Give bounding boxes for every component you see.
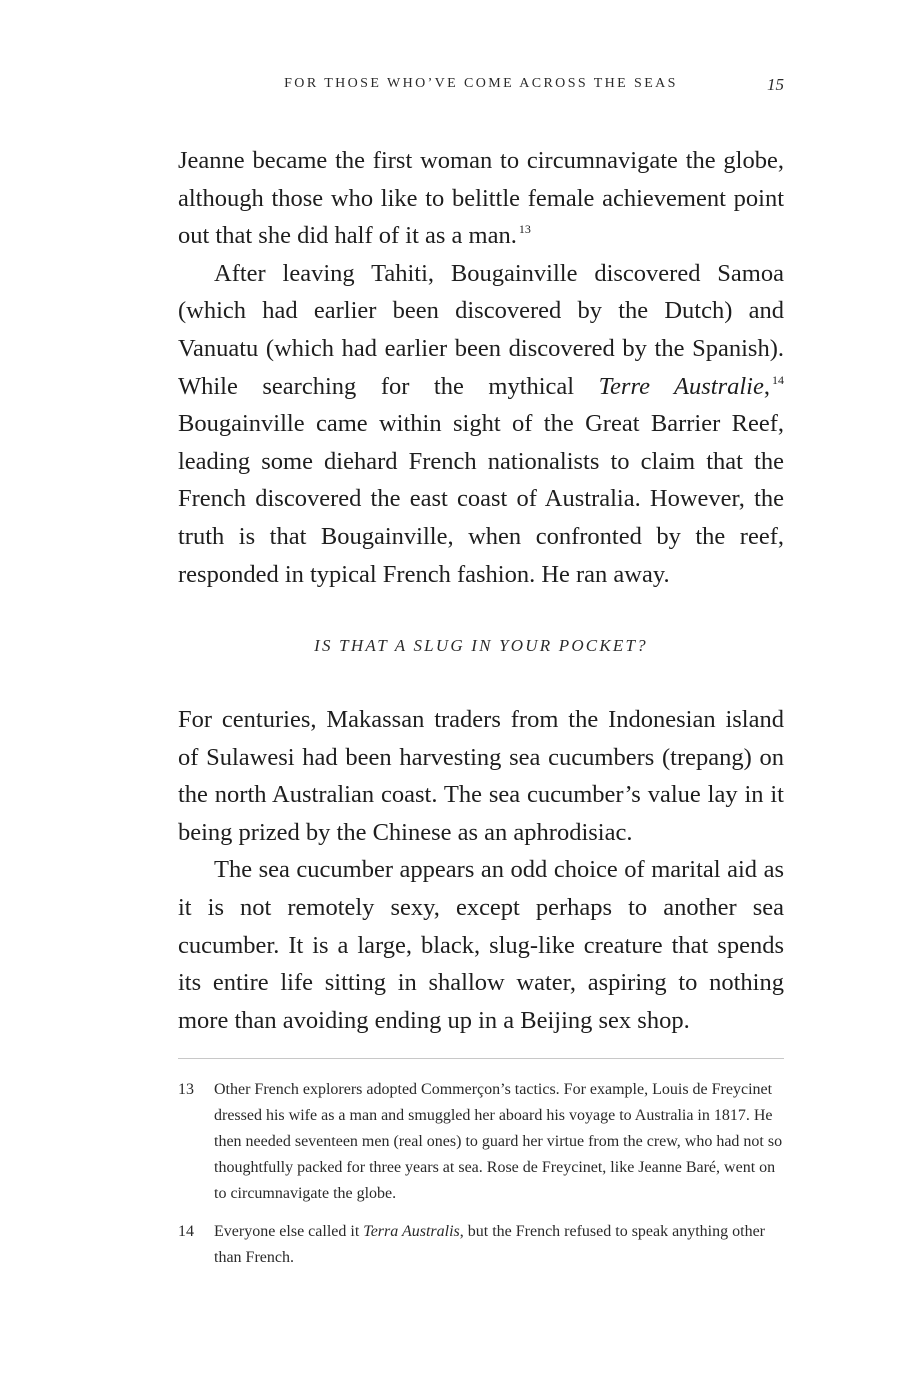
- paragraph-1-text: Jeanne became the first woman to circumnavigate the globe, although those who like to belittle female achievement point out that she did half of it as a man.: [178, 147, 784, 250]
- footnote-ref-13[interactable]: 13: [518, 222, 531, 237]
- running-head: [178, 74, 784, 94]
- paragraph-2-text-before: After leaving Tahiti, Bougainville discovered Samoa (which had earlier been discovered by the Dutch) and Vanuatu (which had earlier been discovered by the Spanish). While searching for the mythical: [178, 259, 784, 400]
- footnote-text-before: Everyone else called it: [214, 1223, 364, 1240]
- footnotes: [178, 1077, 784, 1283]
- section-body-text: [178, 701, 784, 1039]
- paragraph-2-text-after: Bougainville came within sight of the Great Barrier Reef, leading some diehard French nationalists to claim that the French discovered the east coast of Australia. However, the truth is that Bougainville, when confronted by the reef, responded in typical French fashion. He ran away.: [178, 410, 784, 588]
- section-paragraph-1: For centuries, Makassan traders from the Indonesian island of Sulawesi had been harvesting sea cucumbers (trepang) on the north Australian coast. The sea cucumber’s value lay in it being prized by the Chinese as an aphrodisiac.: [178, 706, 784, 846]
- footnote-divider: [178, 1058, 784, 1059]
- section-paragraph-2: The sea cucumber appears an odd choice of marital aid as it is not remotely sexy, except perhaps to another sea cucumber. It is a large, black, slug-like creature that spends its entire life sitting in shallow water, aspiring to nothing more than avoiding ending up in a Beijing sex shop.: [178, 856, 784, 1034]
- footnote-text-after: , but the French refused to speak anything other than French.: [214, 1223, 765, 1266]
- footnote-number: 14: [178, 1223, 194, 1240]
- page-number: 15: [767, 75, 784, 94]
- paragraph-2-italic-term: Terre Australie: [598, 372, 764, 400]
- paragraph-1: [178, 142, 784, 255]
- footnote-text: [214, 1219, 784, 1271]
- footnote-13: [178, 1077, 784, 1207]
- footnote-ref-14[interactable]: 14: [772, 372, 784, 387]
- section-heading: IS THAT A SLUG IN YOUR POCKET?: [314, 636, 648, 655]
- body-text: [178, 142, 784, 593]
- paragraph-2: After leaving Tahiti, Bougainville discovered Samoa (which had earlier been discovered by the Dutch) and Vanuatu (which had earlier been discovered by the Spanish). While searching for the mythical Terre Australie, $^{14}$ Bougainville came within sight of the Great Barrier Reef, leading some diehard French nationalists to claim that the French discovered the east coast of Australia. However, the truth is that Bougainville, when confronted by the reef, responded in typical French fashion. He ran away.: [178, 259, 784, 588]
- running-head-title: FOR THOSE WHO’VE COME ACROSS THE SEAS: [284, 76, 678, 91]
- footnote-italic-term: Terra Australis: [363, 1223, 460, 1240]
- footnote-number: 13: [178, 1081, 194, 1098]
- footnote-text: Other French explorers adopted Commerçon’s tactics. For example, Louis de Freycinet dressed his wife as a man and smuggled her aboard his voyage to Australia in 1817. He then needed seventeen men (real ones) to guard her virtue from the crew, who had not so thoughtfully packed for three years at sea. Rose de Freycinet, like Jeanne Baré, went on to circumnavigate the globe.: [214, 1081, 783, 1202]
- footnote-14: [178, 1219, 784, 1271]
